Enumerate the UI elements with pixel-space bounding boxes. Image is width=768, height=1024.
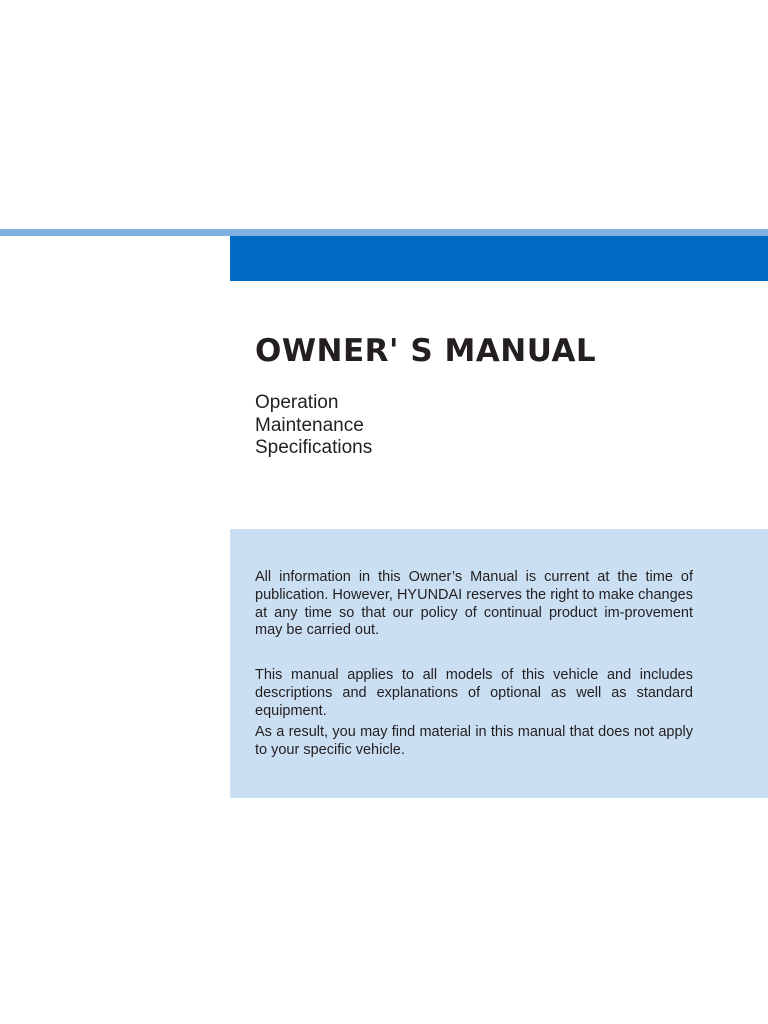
section-item-operation: Operation bbox=[255, 392, 339, 413]
notice-box bbox=[230, 529, 768, 798]
notice-paragraph-applicability: As a result, you may find material in this manual that does not apply to your specific vehicle. bbox=[255, 724, 693, 758]
section-item-maintenance: Maintenance bbox=[255, 414, 364, 436]
section-list bbox=[255, 392, 372, 460]
page-title: OWNER' S MANUAL bbox=[255, 333, 597, 369]
accent-rule bbox=[0, 229, 768, 236]
section-item-specifications: Specifications bbox=[255, 437, 373, 458]
header-band bbox=[230, 236, 768, 281]
notice-paragraph-models: This manual applies to all models of this vehicle and includes descriptions and explanations of optional as well as standard equipment. bbox=[255, 667, 693, 719]
notice-paragraph-currency: All information in this Owner’s Manual is current at the time of publication. However, HYUNDAI reserves the right to make changes at any time so that our policy of continual product im-provement may be carried out. bbox=[255, 569, 693, 639]
